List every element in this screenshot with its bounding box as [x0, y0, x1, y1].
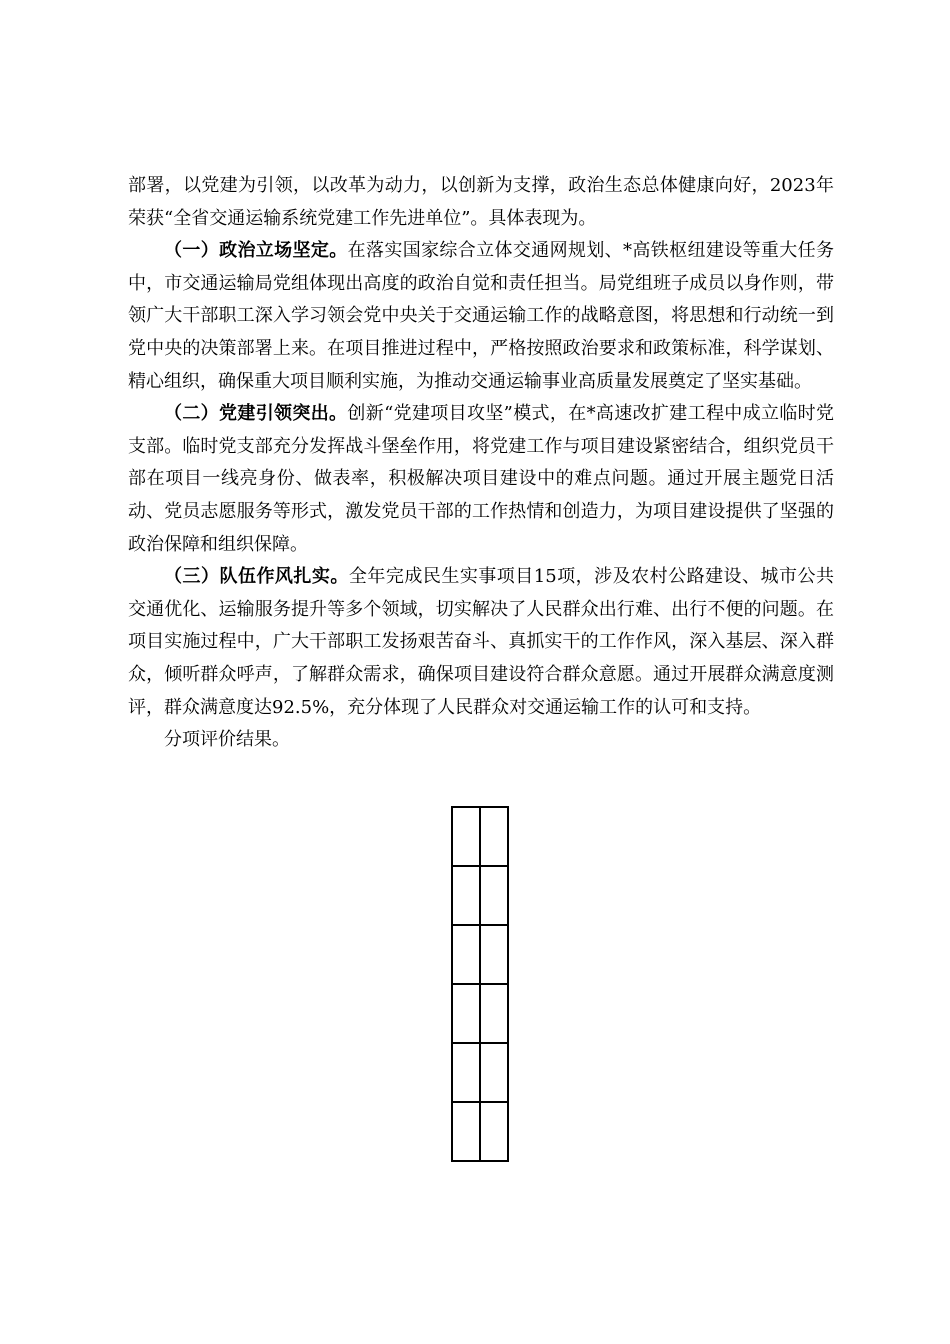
section-heading: （二）党建引领突出。 — [164, 403, 348, 425]
table-row — [452, 1043, 508, 1102]
table-row — [452, 984, 508, 1043]
table-cell — [452, 807, 480, 866]
intro-paragraph: 部署，以党建为引领，以改革为动力，以创新为支撑，政治生态总体健康向好，2023年荣获“全省交通运输系统党建工作先进单位”。具体表现为。 — [128, 175, 834, 229]
table-row — [452, 925, 508, 984]
section-heading: （三）队伍作风扎实。 — [164, 566, 349, 588]
section-body: 创新“党建项目攻坚”模式，在*高速改扩建工程中成立临时党支部。临时党支部充分发挥战斗堡垒作用，将党建工作与项目建设紧密结合，组织党员干部在项目一线亮身份、做表率，积极解决项目建设中的难点问题。通过开展主题党日活动、党员志愿服务等形式，激发党员干部的工作热情和创造力，为项目建设提供了坚强的政治保障和组织保障。 — [128, 403, 834, 555]
table-cell — [480, 1102, 508, 1161]
table-cell — [480, 866, 508, 925]
section-political-stance — [128, 235, 834, 398]
section-body: 全年完成民生实事项目15项，涉及农村公路建设、城市公共交通优化、运输服务提升等多个领域，切实解决了人民群众出行难、出行不便的问题。在项目实施过程中，广大干部职工发扬艰苦奋斗、真抓实干的工作作风，深入基层、深入群众，倾听群众呼声，了解群众需求，确保项目建设符合群众意愿。通过开展群众满意度测评，群众满意度达92.5%，充分体现了人民群众对交通运输工作的认可和支持。 — [128, 566, 835, 718]
evaluation-table — [451, 806, 509, 1162]
section-body: 在落实国家综合立体交通网规划、*高铁枢纽建设等重大任务中，市交通运输局党组体现出高度的政治自觉和责任担当。局党组班子成员以身作则，带领广大干部职工深入学习领会党中央关于交通运输工作的战略意图，将思想和行动统一到党中央的决策部署上来。在项目推进过程中，严格按照政治要求和政策标准，科学谋划、精心组织，确保重大项目顺利实施，为推动交通运输事业高质量发展奠定了坚实基础。 — [128, 240, 835, 392]
body-text — [128, 170, 834, 757]
table-cell — [452, 1102, 480, 1161]
table-cell — [480, 1043, 508, 1102]
section-team-style — [128, 561, 834, 724]
table-row — [452, 1102, 508, 1161]
section-heading: （一）政治立场坚定。 — [164, 240, 348, 262]
table-cell — [452, 1043, 480, 1102]
table-cell — [452, 866, 480, 925]
table-cell — [452, 925, 480, 984]
table-caption: 分项评价结果。 — [164, 729, 290, 751]
table-cell — [480, 984, 508, 1043]
table-row — [452, 866, 508, 925]
section-party-leadership — [128, 398, 834, 561]
table-cell — [452, 984, 480, 1043]
table-cell — [480, 925, 508, 984]
table-row — [452, 807, 508, 866]
table-cell — [480, 807, 508, 866]
